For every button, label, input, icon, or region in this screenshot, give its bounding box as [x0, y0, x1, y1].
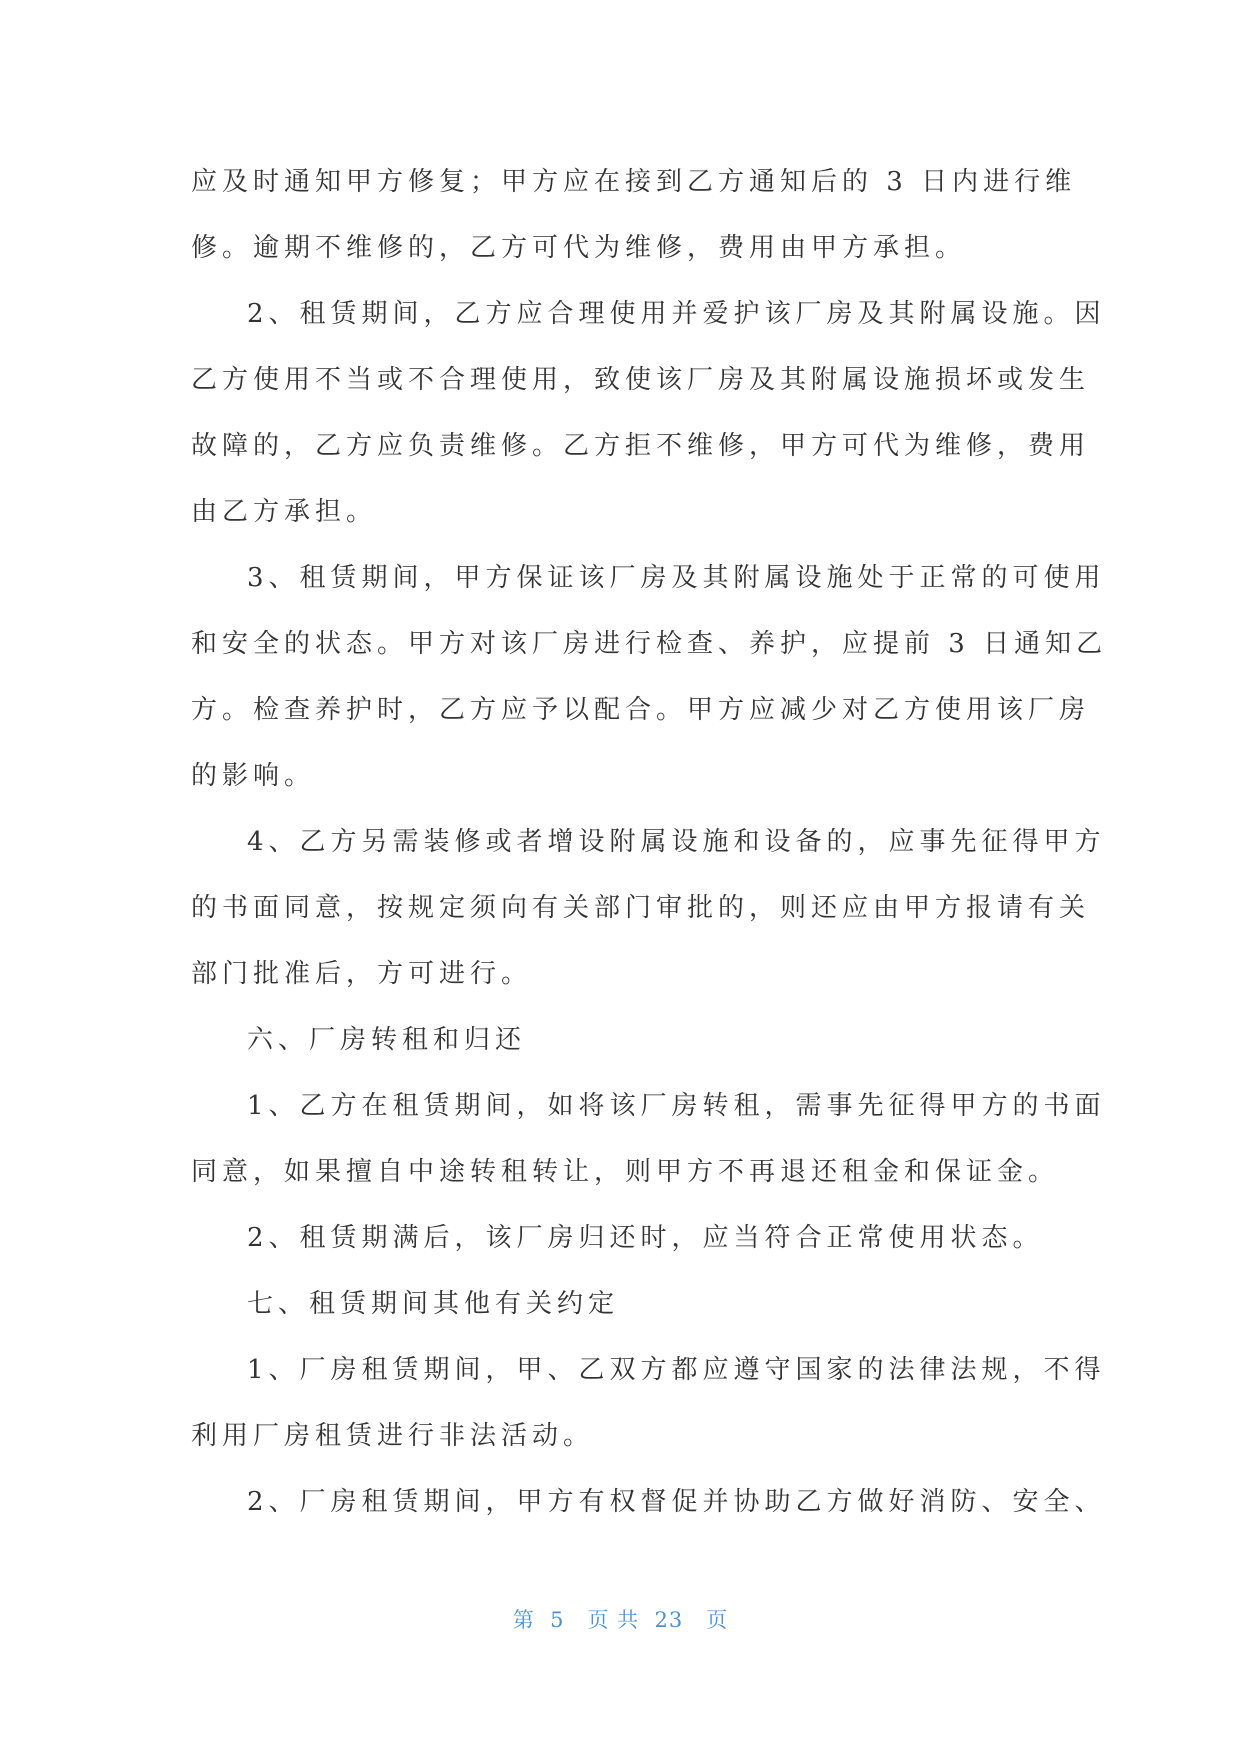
text-line: 2、租赁期满后，该厂房归还时，应当符合正常使用状态。 — [247, 1223, 1044, 1253]
document-body — [191, 160, 1108, 1546]
text-line: 部门批准后，方可进行。 — [191, 959, 533, 989]
text-line: 同意，如果擅自中途转租转让，则甲方不再退还租金和保证金。 — [191, 1157, 1060, 1187]
text-line: 修。逾期不维修的，乙方可代为维修，费用由甲方承担。 — [191, 233, 967, 263]
text-line: 3、租赁期间，甲方保证该厂房及其附属设施处于正常的可使用 — [247, 563, 1106, 593]
text-line: 2、厂房租赁期间，甲方有权督促并协助乙方做好消防、安全、 — [247, 1487, 1106, 1517]
text-line: 4、乙方另需装修或者增设附属设施和设备的，应事先征得甲方 — [247, 827, 1106, 857]
text-line: 应及时通知甲方修复；甲方应在接到乙方通知后的 3 日内进行维 — [191, 167, 1077, 197]
page-number-footer: 第 5 页 共 23 页 — [512, 1608, 729, 1632]
text-line: 由乙方承担。 — [191, 497, 378, 527]
text-line: 和安全的状态。甲方对该厂房进行检查、养护，应提前 3 日通知乙 — [191, 629, 1108, 659]
text-line: 六、厂房转租和归还 — [247, 1025, 527, 1055]
text-line: 1、乙方在租赁期间，如将该厂房转租，需事先征得甲方的书面 — [247, 1091, 1106, 1121]
text-line: 七、租赁期间其他有关约定 — [247, 1289, 620, 1319]
text-line: 的书面同意，按规定须向有关部门审批的，则还应由甲方报请有关 — [191, 893, 1091, 923]
text-line: 2、租赁期间，乙方应合理使用并爱护该厂房及其附属设施。因 — [247, 299, 1106, 329]
text-line: 利用厂房租赁进行非法活动。 — [191, 1421, 595, 1451]
text-line: 的影响。 — [191, 761, 316, 791]
text-line: 故障的，乙方应负责维修。乙方拒不维修，甲方可代为维修，费用 — [191, 431, 1091, 461]
text-line: 乙方使用不当或不合理使用，致使该厂房及其附属设施损坏或发生 — [191, 365, 1091, 395]
text-line: 方。检查养护时，乙方应予以配合。甲方应减少对乙方使用该厂房 — [191, 695, 1091, 725]
text-line: 1、厂房租赁期间，甲、乙双方都应遵守国家的法律法规，不得 — [247, 1355, 1106, 1385]
